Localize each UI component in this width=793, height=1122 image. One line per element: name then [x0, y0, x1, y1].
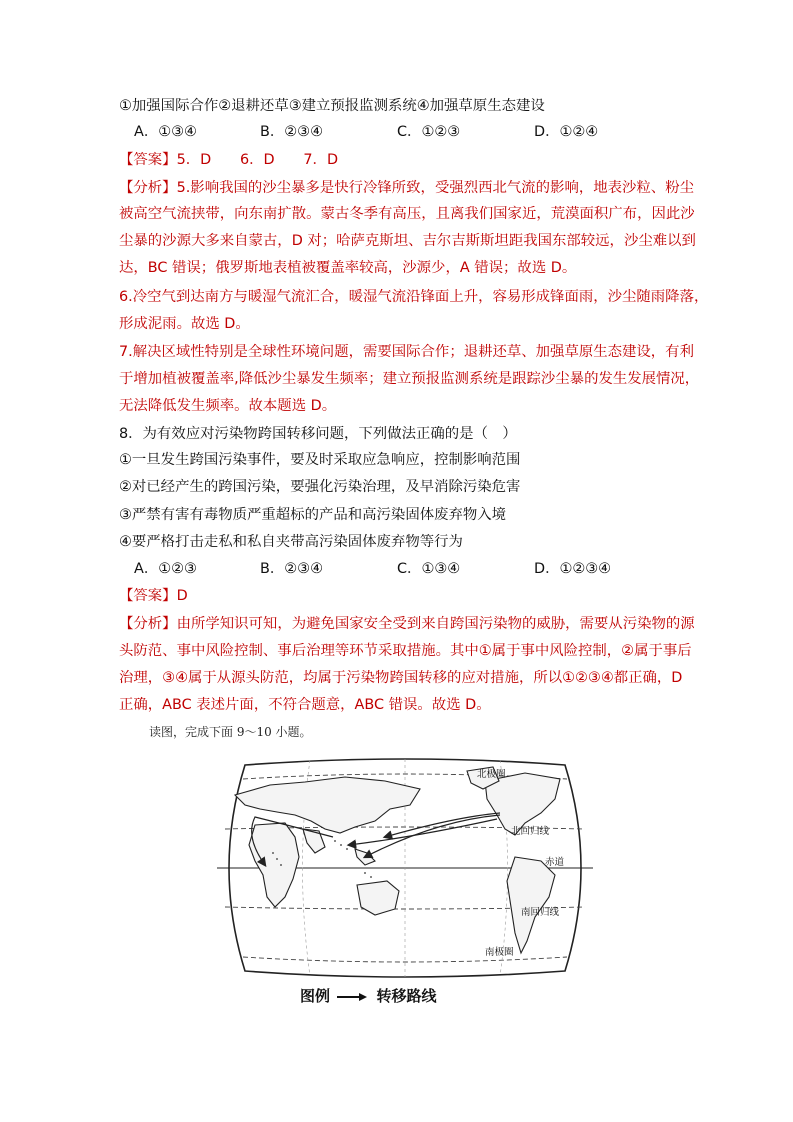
- analysis-line-7: 7.解决区域性特别是全球性环境问题，需要国际合作；退耕还草、加强草原生态建设，有利: [119, 344, 694, 360]
- q7-option-d: D．①②④: [534, 124, 599, 140]
- map-legend: [300, 985, 437, 1006]
- legend-text: 转移路线: [376, 987, 437, 1005]
- analysis-line-1: 【分析】5.影响我国的沙尘暴多是快行冷锋所致，受强烈西北气流的影响，地表沙粒、粉尘: [119, 180, 694, 196]
- analysis-tag: 【分析】: [119, 616, 177, 632]
- q7-option-a: A．①③④: [134, 124, 197, 140]
- answer-text: D: [176, 588, 188, 604]
- analysis-tag: 【分析】: [119, 180, 177, 196]
- q8-option-a: A．①②③: [134, 561, 197, 577]
- label-arctic-circle: 北极圈: [477, 769, 506, 780]
- analysis2-line-2: 头防范、事中风险控制、事后治理等环节采取措施。其中①属于事中风险控制，②属于事后: [119, 643, 692, 659]
- analysis-line-9: 无法降低发生频率。故本题选 D。: [119, 398, 337, 414]
- answer-block-1: [119, 150, 338, 170]
- analysis-line-6: 形成泥雨。故选 D。: [119, 316, 250, 332]
- analysis-line-4: 达，BC 错误；俄罗斯地表植被覆盖率较高，沙源少，A 错误；故选 D。: [119, 260, 577, 276]
- legend-arrow-icon: [335, 988, 371, 1006]
- label-tropic-cancer: 北回归线: [511, 826, 550, 837]
- analysis-line-8: 于增加植被覆盖率,降低沙尘暴发生频率；建立预报监测系统是跟踪沙尘暴的发生发展情况，: [119, 371, 700, 387]
- q8-item-1: ①一旦发生跨国污染事件，要及时采取应急响应，控制影响范围: [119, 452, 521, 468]
- q8-item-2: ②对已经产生的跨国污染，要强化污染治理，及早消除污染危害: [119, 479, 521, 495]
- map-intro: 读图，完成下面 9～10 小题。: [149, 725, 312, 739]
- answer-text: 5．D 6．D 7．D: [176, 152, 339, 168]
- label-antarctic-circle: 南极圈: [485, 947, 514, 958]
- analysis-line-5: 6.冷空气到达南方与暖湿气流汇合，暖湿气流沿锋面上升，容易形成锋面雨，沙尘随雨降落，: [119, 289, 709, 305]
- label-equator: 赤道: [545, 857, 565, 868]
- q8-item-4: ④要严格打击走私和私自夹带高污染固体废弃物等行为: [119, 534, 463, 550]
- answer-block-2: [119, 586, 188, 606]
- answer-tag: 【答案】: [119, 588, 177, 604]
- q8-option-c: C．①③④: [397, 561, 461, 577]
- world-map: [215, 757, 595, 979]
- q7-statements: ①加强国际合作②退耕还草③建立预报监测系统④加强草原生态建设: [119, 98, 545, 114]
- analysis2-line-4: 正确，ABC 表述片面，不符合题意，ABC 错误。故选 D。: [119, 697, 491, 713]
- q8-item-3: ③严禁有害有毒物质严重超标的产品和高污染固体废弃物入境: [119, 507, 507, 523]
- answer-tag: 【答案】: [119, 152, 177, 168]
- q8-option-b: B．②③④: [260, 561, 323, 577]
- q8-stem: 8．为有效应对污染物跨国转移问题，下列做法正确的是（ ）: [119, 426, 517, 442]
- analysis-line-2: 被高空气流挟带，向东南扩散。蒙古冬季有高压，且离我们国家近，荒漠面积广布，因此沙: [119, 206, 695, 222]
- analysis2-line-1: 【分析】由所学知识可知，为避免国家安全受到来自跨国污染物的威胁，需要从污染物的源: [119, 616, 695, 632]
- q8-option-d: D．①②③④: [534, 561, 612, 577]
- q7-option-c: C．①②③: [397, 124, 461, 140]
- analysis-line-3: 尘暴的沙源大多来自蒙古，D 对；哈萨克斯坦、吉尔吉斯斯坦距我国东部较远，沙尘难以到: [119, 233, 696, 249]
- q7-option-b: B．②③④: [260, 124, 323, 140]
- analysis2-line-3: 治理，③④属于从源头防范，均属于污染物跨国转移的应对措施，所以①②③④都正确，D: [119, 670, 683, 686]
- label-tropic-capricorn: 南回归线: [521, 907, 560, 918]
- legend-label: 图例: [300, 987, 331, 1005]
